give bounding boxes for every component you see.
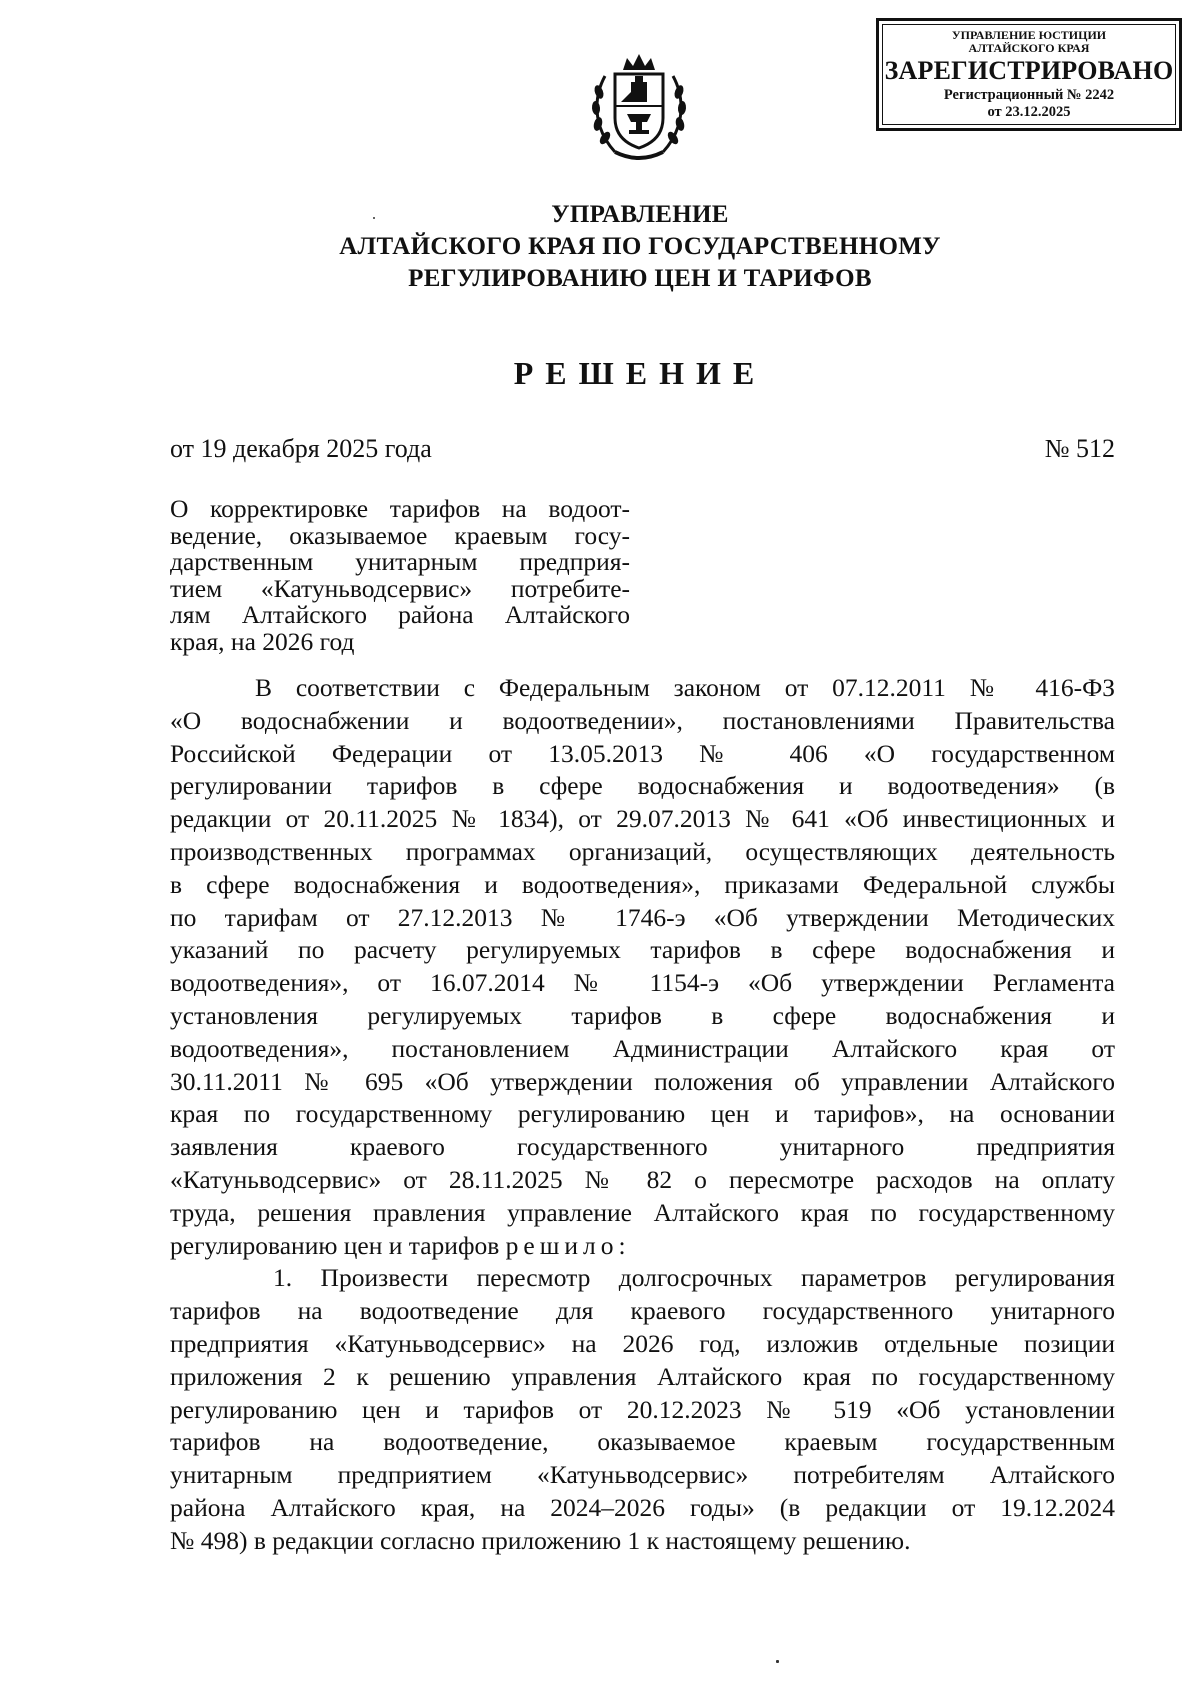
document-body <box>170 672 1115 1558</box>
subject-line: дарственным унитарным предприя- <box>170 547 630 576</box>
item1-line: унитарным предприятием «Катуньводсервис» потребителям Алтайского <box>170 1460 1115 1490</box>
subject-line: лям Алтайского района Алтайского <box>170 600 630 629</box>
subject-line: О корректировке тарифов на водоот- <box>170 494 630 523</box>
preamble-line: водоотведения», от 16.07.2014 № 1154-э «Об утверждении Регламента <box>170 968 1115 998</box>
subject-line: края, на 2026 год <box>170 626 355 656</box>
preamble-line: 30.11.2011 № 695 «Об утверждении положения об управлении Алтайского <box>170 1066 1115 1096</box>
preamble-line: по тарифам от 27.12.2013 № 1746-э «Об утверждении Методических <box>170 902 1115 932</box>
date-number-line <box>170 433 1115 465</box>
stamp-org-line1: УПРАВЛЕНИЕ ЮСТИЦИИ <box>951 28 1107 42</box>
item1-line: № 498) в редакции согласно приложению 1 к настоящему решению. <box>170 1525 911 1555</box>
header-line-3: РЕГУЛИРОВАНИЮ ЦЕН И ТАРИФОВ <box>408 265 872 292</box>
preamble-line: Российской Федерации от 13.05.2013 № 406 «О государственном <box>170 738 1115 768</box>
registration-stamp <box>876 18 1182 131</box>
stamp-status: ЗАРЕГИСТРИРОВАНО <box>884 56 1174 85</box>
preamble-line: заявления краевого государственного унитарного предприятия <box>170 1132 1115 1162</box>
item1-line: регулированию цен и тарифов от 20.12.2023 № 519 «Об установлении <box>170 1394 1115 1424</box>
stamp-reg-date: от 23.12.2025 <box>987 104 1071 120</box>
item1-line: тарифов на водоотведение, оказываемое краевым государственным <box>170 1427 1115 1457</box>
resolved-word: решило: <box>505 1230 631 1260</box>
preamble-line: регулировании тарифов в сфере водоснабжения и водоотведения» (в <box>170 771 1115 801</box>
coat-of-arms-emblem <box>585 48 693 168</box>
preamble-line: в сфере водоснабжения и водоотведения», приказами Федеральной службы <box>170 869 1115 899</box>
subject-line: тием «Катуньводсервис» потребите- <box>170 573 630 603</box>
preamble-line: В соответствии с Федеральным законом от 07.12.2011 № 416-ФЗ <box>255 673 1115 702</box>
item1-line: тарифов на водоотведение для краевого государственного унитарного <box>170 1296 1115 1326</box>
subject-line: ведение, оказываемое краевым госу- <box>170 520 630 550</box>
stamp-reg-number: Регистрационный № 2242 <box>943 87 1115 103</box>
preamble-line: труда, решения правления управление Алтайского края по государственному <box>170 1197 1115 1227</box>
preamble-line: установления регулируемых тарифов в сфере водоснабжения и <box>170 1000 1115 1030</box>
header-line-2: АЛТАЙСКОГО КРАЯ ПО ГОСУДАРСТВЕННОМУ <box>339 233 941 260</box>
document-subject <box>170 496 630 655</box>
issuing-authority-header <box>0 199 1200 295</box>
preamble-line: «Катуньводсервис» от 28.11.2025 № 82 о пересмотре расходов на оплату <box>170 1164 1115 1194</box>
item1-line: приложения 2 к решению управления Алтайского края по государственному <box>170 1361 1115 1391</box>
document-type-title: РЕШЕНИЕ <box>513 355 767 391</box>
stamp-org-line2: АЛТАЙСКОГО КРАЯ <box>968 41 1090 55</box>
header-line-1: УПРАВЛЕНИЕ <box>551 201 729 228</box>
preamble-line: водоотведения», постановлением Администрации Алтайского края от <box>170 1033 1115 1063</box>
item1-line: 1. Произвести пересмотр долгосрочных параметров регулирования <box>273 1263 1115 1293</box>
document-date: от 19 декабря 2025 года <box>170 434 432 463</box>
preamble-line: края по государственному регулированию цен и тарифов», на основании <box>170 1099 1115 1129</box>
item1-line: предприятия «Катуньводсервис» на 2026 год, изложив отдельные позиции <box>170 1328 1115 1358</box>
preamble-line: редакции от 20.11.2025 № 1834), от 29.07.2013 № 641 «Об инвестиционных и <box>170 804 1115 834</box>
preamble-line: производственных программах организаций, осуществляющих деятельность <box>170 836 1115 866</box>
preamble-line: указаний по расчету регулируемых тарифов в сфере водоснабжения и <box>170 935 1115 965</box>
item1-line: района Алтайского края, на 2024–2026 годы» (в редакции от 19.12.2024 <box>170 1492 1115 1522</box>
preamble-last-line <box>170 1230 1115 1263</box>
preamble-last-text: регулированию цен и тарифов <box>170 1230 506 1260</box>
speck-mark <box>776 1660 779 1663</box>
document-number: № 512 <box>1044 434 1115 463</box>
preamble-line: «О водоснабжении и водоотведении», постановлениями Правительства <box>170 705 1115 735</box>
